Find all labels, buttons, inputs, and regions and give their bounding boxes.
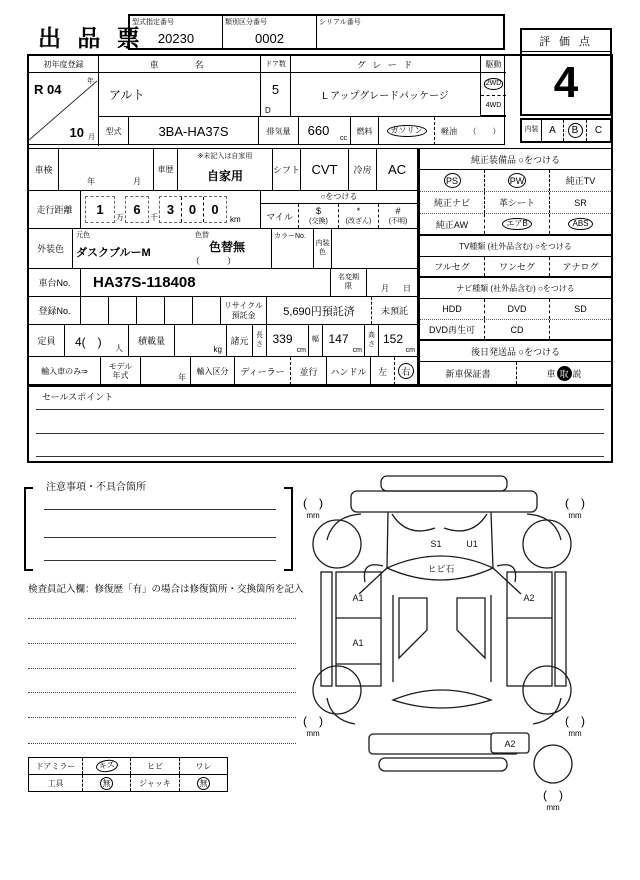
page-title: 出 品 票 xyxy=(38,25,145,51)
vehicle-head-table xyxy=(28,55,505,145)
headlight-left xyxy=(392,514,435,531)
shift-label: シフト xyxy=(273,149,301,190)
mm-mark-rear-left: ( ) mm xyxy=(303,714,323,738)
import-dealer: ディーラー xyxy=(235,357,291,385)
doors-cell xyxy=(261,73,291,116)
flag-mile: マイル xyxy=(261,204,299,228)
drive-2wd-selected: 2WD xyxy=(481,73,506,96)
car-name-value: アルト xyxy=(99,73,261,116)
mark-a1-door: A1 xyxy=(352,638,364,648)
name-change-label: 名変期限 xyxy=(331,269,367,296)
width-value: 147 xyxy=(328,332,349,346)
equipment-table xyxy=(418,148,612,385)
score-label: 評 価 点 xyxy=(522,30,610,52)
shaken-label: 車検 xyxy=(29,149,59,190)
spare-tire xyxy=(534,745,572,783)
class-code-label: 類別区分番号 xyxy=(225,19,267,26)
front-strip xyxy=(381,476,507,491)
leather-seat: 革シート xyxy=(485,192,550,213)
mm-mark-spare: ( ) mm xyxy=(543,788,563,812)
mileage-d2: 6 xyxy=(125,196,149,223)
score-box xyxy=(520,28,612,116)
model-value: 3BA-HA37S xyxy=(129,117,259,145)
length-cell: 339 cm xyxy=(267,325,309,356)
mileage-flags xyxy=(261,191,417,228)
legend-row-2 xyxy=(29,775,227,791)
wheel-front-left xyxy=(313,520,361,568)
ac-label: 冷房 xyxy=(349,149,377,190)
equip-header: 純正装備品 ○をつける xyxy=(420,149,611,170)
dvd-play: DVD再生可 xyxy=(420,320,485,339)
model-label: 型式 xyxy=(99,117,129,145)
navi-type-header: ナビ種類 (社外品含む) ○をつける xyxy=(420,278,611,299)
height-cell: 152 cm xyxy=(379,325,417,356)
serial-label: シリアル番号 xyxy=(319,19,361,26)
left-door-panel xyxy=(336,572,381,686)
color-no-label: カラーNo. xyxy=(274,233,306,240)
shaken-year-unit: 年 xyxy=(87,177,95,186)
nc-month: 月 xyxy=(381,284,389,293)
car-damage-diagram xyxy=(295,468,625,820)
mileage-value-cell xyxy=(81,191,261,228)
caution-line-1 xyxy=(44,509,276,510)
mileage-d3: 3 xyxy=(160,197,182,222)
pw-selected: PW xyxy=(485,170,550,191)
ps-selected: PS xyxy=(420,170,485,191)
legend-jack: ジャッキ xyxy=(131,775,180,791)
shaken-row xyxy=(29,149,417,191)
navi-type-row-1 xyxy=(420,299,611,320)
first-reg-value xyxy=(29,73,98,146)
front-bumper xyxy=(351,491,537,512)
flag-tampered: * (改ざん) xyxy=(339,204,379,228)
legend-tool: 工具 xyxy=(29,775,83,791)
mark-a1-fender: A1 xyxy=(352,593,364,603)
month-unit: 月 xyxy=(88,134,95,141)
wheel-rear-left xyxy=(313,666,361,714)
first-reg-month: 10 xyxy=(69,125,84,140)
dim-label: 諸元 xyxy=(227,325,253,356)
later-ship-header: 後日発送品 ○をつける xyxy=(420,341,611,362)
genuine-tv: 純正TV xyxy=(565,176,596,186)
nc-day: 日 xyxy=(403,284,411,293)
color-change-value: 色替無 xyxy=(209,240,246,254)
drive-4wd: 4WD xyxy=(481,96,506,116)
fuel-gasoline-selected: ガソリン xyxy=(379,117,435,145)
man-unit: 万 xyxy=(116,213,124,222)
displacement-label: 排気量 xyxy=(259,117,299,145)
mileage-row xyxy=(29,191,417,229)
sales-line-3 xyxy=(36,456,604,457)
load-cell xyxy=(175,325,227,356)
sales-line-2 xyxy=(36,433,604,434)
year-unit: 年 xyxy=(87,78,94,85)
legend-kizu-selected: キズ xyxy=(83,758,131,774)
new-car-warranty: 新車保証書 xyxy=(420,362,517,384)
width-label: 幅 xyxy=(309,325,323,356)
capacity-unit: 人 xyxy=(115,344,123,353)
doors-sub: D xyxy=(265,106,271,115)
km-unit: km xyxy=(230,215,241,224)
legend-row-1 xyxy=(29,758,227,775)
owner-manual: 車 取 説 xyxy=(517,362,611,384)
legend-ware: ワレ xyxy=(195,761,212,771)
ac-value: AC xyxy=(387,162,407,177)
inspector-line-2 xyxy=(28,643,296,644)
length-label: 長さ xyxy=(253,325,267,356)
import-only-label: 輸入車のみ⇒ xyxy=(29,357,101,385)
spec-row xyxy=(29,325,417,357)
shift-value: CVT xyxy=(301,149,349,190)
mark-a2-rear: A2 xyxy=(504,739,516,749)
legend-hibi: ヒビ xyxy=(131,758,180,774)
navi-type-row-2 xyxy=(420,320,611,341)
shaken-month-unit: 月 xyxy=(133,177,141,186)
handle-left: 左 xyxy=(371,357,395,385)
color-no-cell xyxy=(272,229,314,268)
wheel-front-right xyxy=(523,520,571,568)
interior-color-cell xyxy=(332,229,417,268)
recycle-value: 5,690円預託済 xyxy=(283,305,355,318)
caution-line-3 xyxy=(44,560,276,561)
tv-type-row xyxy=(420,257,611,278)
load-unit: kg xyxy=(213,345,222,354)
history-cell xyxy=(178,149,273,190)
sen-unit: 千 xyxy=(150,213,158,222)
first-reg-col xyxy=(29,56,99,146)
history-note: ※未記入は自家用 xyxy=(197,153,253,160)
shaken-date-cell xyxy=(59,149,154,190)
import-class-label: 輸入区分 xyxy=(191,357,235,385)
equip-row-2 xyxy=(420,192,611,214)
fuel-label: 燃料 xyxy=(351,117,379,145)
later-ship-row xyxy=(420,362,611,384)
handle-label: ハンドル xyxy=(327,357,371,385)
length-value: 339 xyxy=(272,332,293,346)
handle-right-selected: 右 xyxy=(395,357,417,385)
inspector-line-4 xyxy=(28,692,296,693)
class-code-box xyxy=(223,16,317,48)
height-label: 高さ xyxy=(365,325,379,356)
bracket-right xyxy=(284,487,293,571)
sales-line-1 xyxy=(36,409,604,410)
displacement-cell xyxy=(299,117,351,145)
displacement-value: 660 xyxy=(307,123,330,138)
grade-value: L アップグレードパッケージ xyxy=(291,73,481,116)
import-row xyxy=(29,357,417,385)
model-code-value: 20230 xyxy=(157,31,195,46)
interior-b-selected: B xyxy=(564,120,587,141)
score-value: 4 xyxy=(553,58,579,107)
chassis-value: HA37S-118408 xyxy=(81,269,331,296)
mileage-label: 走行距離 xyxy=(29,191,81,228)
details-table xyxy=(28,148,418,385)
first-reg-label: 初年度登録 xyxy=(29,56,98,73)
sunroof: SR xyxy=(574,197,587,208)
registration-row xyxy=(29,297,417,325)
abs-selected: ABS xyxy=(550,214,611,234)
recycle-alt: 未預託 xyxy=(371,297,417,324)
reg-no-label: 登録No. xyxy=(29,297,81,324)
capacity-label: 定員 xyxy=(29,325,65,356)
interior-c: C xyxy=(594,125,603,136)
model-year-unit: 年 xyxy=(178,373,186,382)
rear-window xyxy=(393,690,491,708)
mileage-d4: 0 xyxy=(182,197,204,222)
inspector-line-3 xyxy=(28,668,296,669)
height-value: 152 xyxy=(382,332,404,346)
full-seg: フルセグ xyxy=(420,257,485,276)
color-change-label: 色替 xyxy=(195,232,209,239)
right-door-panel xyxy=(507,572,552,686)
reg-no-boxes xyxy=(81,297,221,324)
history-label: 車歴 xyxy=(154,149,178,190)
caution-line-2 xyxy=(44,537,276,538)
inspector-line-5 xyxy=(28,717,296,718)
sales-point-box xyxy=(28,385,612,462)
interior-grade-row xyxy=(520,118,612,143)
headlight-right xyxy=(444,514,487,531)
sd: SD xyxy=(574,304,587,314)
doors-label: ドア数 xyxy=(261,56,291,73)
recycle-label: リサイクル預託金 xyxy=(221,297,267,324)
model-year-cell xyxy=(141,357,191,385)
mileage-d1: 1 xyxy=(85,196,115,223)
mark-a2-fender: A2 xyxy=(523,593,535,603)
doors-value: 5 xyxy=(271,82,280,97)
model-row xyxy=(99,116,506,145)
mirror-left xyxy=(364,565,383,582)
legend-tool-none: 無 xyxy=(83,775,131,791)
inspector-line-6 xyxy=(28,743,296,744)
flag-unknown: # (不明) xyxy=(388,206,408,225)
equip-row-3 xyxy=(420,214,611,236)
history-value: 自家用 xyxy=(206,169,243,183)
legend-table xyxy=(28,757,228,792)
analog: アナログ xyxy=(562,262,599,272)
mm-mark-front-right: ( ) mm xyxy=(565,496,585,520)
drive-label: 駆動 xyxy=(481,56,506,73)
ext-color-label: 外装色 xyxy=(29,229,73,268)
mm-mark-front-left: ( ) mm xyxy=(303,496,323,520)
airbag-selected: エアB xyxy=(485,214,550,234)
mark-u1: U1 xyxy=(466,539,478,549)
mileage-flag-cells xyxy=(261,204,417,228)
bracket-left xyxy=(24,487,33,571)
interior-label: 内装 xyxy=(522,120,542,141)
hdd: HDD xyxy=(420,299,485,319)
genuine-aw: 純正AW xyxy=(420,214,485,234)
width-cell: 147 cm xyxy=(323,325,365,356)
caution-label: 注意事項・不具合箇所 xyxy=(46,482,146,493)
interior-color-label: 内装色 xyxy=(314,229,332,268)
legend-jack-none: 無 xyxy=(180,775,227,791)
color-cell xyxy=(73,229,272,268)
flag-exchange: $ (交換) xyxy=(299,204,339,228)
inspector-label: 検査員記入欄：修復歴「有」の場合は修復箇所・交換箇所を記入 xyxy=(28,584,304,595)
rear-strip xyxy=(379,758,507,771)
chassis-row xyxy=(29,269,417,297)
legend-door-mirror: ドアミラー xyxy=(29,758,83,774)
dvd: DVD xyxy=(485,299,550,319)
id-boxes xyxy=(128,14,505,50)
capacity-value: 4( ) xyxy=(75,335,102,349)
name-change-date xyxy=(367,269,417,296)
color-change-paren: （ ） xyxy=(191,256,237,266)
first-reg-era: R 04 xyxy=(34,82,62,97)
equip-row-1 xyxy=(420,170,611,192)
fuel-diesel-paren: （ ） xyxy=(468,126,501,136)
one-seg: ワンセグ xyxy=(485,257,550,276)
wheel-rear-right xyxy=(523,666,571,714)
import-parallel: 並行 xyxy=(291,357,327,385)
model-code-box xyxy=(130,16,223,48)
displacement-unit: cc xyxy=(340,135,347,142)
grade-label: グ レ ー ド xyxy=(291,56,481,73)
mirror-right xyxy=(497,565,516,582)
inspector-line-1 xyxy=(28,618,296,619)
serial-box xyxy=(317,16,503,48)
orig-color-value: ダスクブルーM xyxy=(76,247,151,259)
sales-point-label: セールスポイント xyxy=(42,392,114,402)
class-code-value: 0002 xyxy=(255,31,284,46)
capacity-cell xyxy=(65,325,129,356)
fuel-diesel: 軽油 xyxy=(441,126,457,136)
orig-color-label: 元色 xyxy=(76,232,90,239)
tv-type-header: TV種類 (社外品含む) ○をつける xyxy=(420,236,611,257)
load-label: 積載量 xyxy=(129,325,175,356)
circle-note: ○をつける xyxy=(261,191,417,204)
color-row xyxy=(29,229,417,269)
mileage-hundreds xyxy=(159,196,227,223)
mm-mark-rear-right: ( ) mm xyxy=(565,714,585,738)
model-year-label: モデル年式 xyxy=(101,357,141,385)
cd: CD xyxy=(485,320,550,339)
car-name-label: 車 名 xyxy=(99,56,261,73)
mark-s1: S1 xyxy=(430,539,442,549)
chassis-label: 車台No. xyxy=(29,269,81,296)
model-code-label: 型式指定番号 xyxy=(132,19,174,26)
mileage-d5: 0 xyxy=(211,202,219,217)
navi-blank xyxy=(550,320,611,339)
mark-stone-chip: ヒビ石 xyxy=(427,564,455,574)
genuine-navi: 純正ナビ xyxy=(420,192,485,213)
interior-a: A xyxy=(542,120,564,141)
